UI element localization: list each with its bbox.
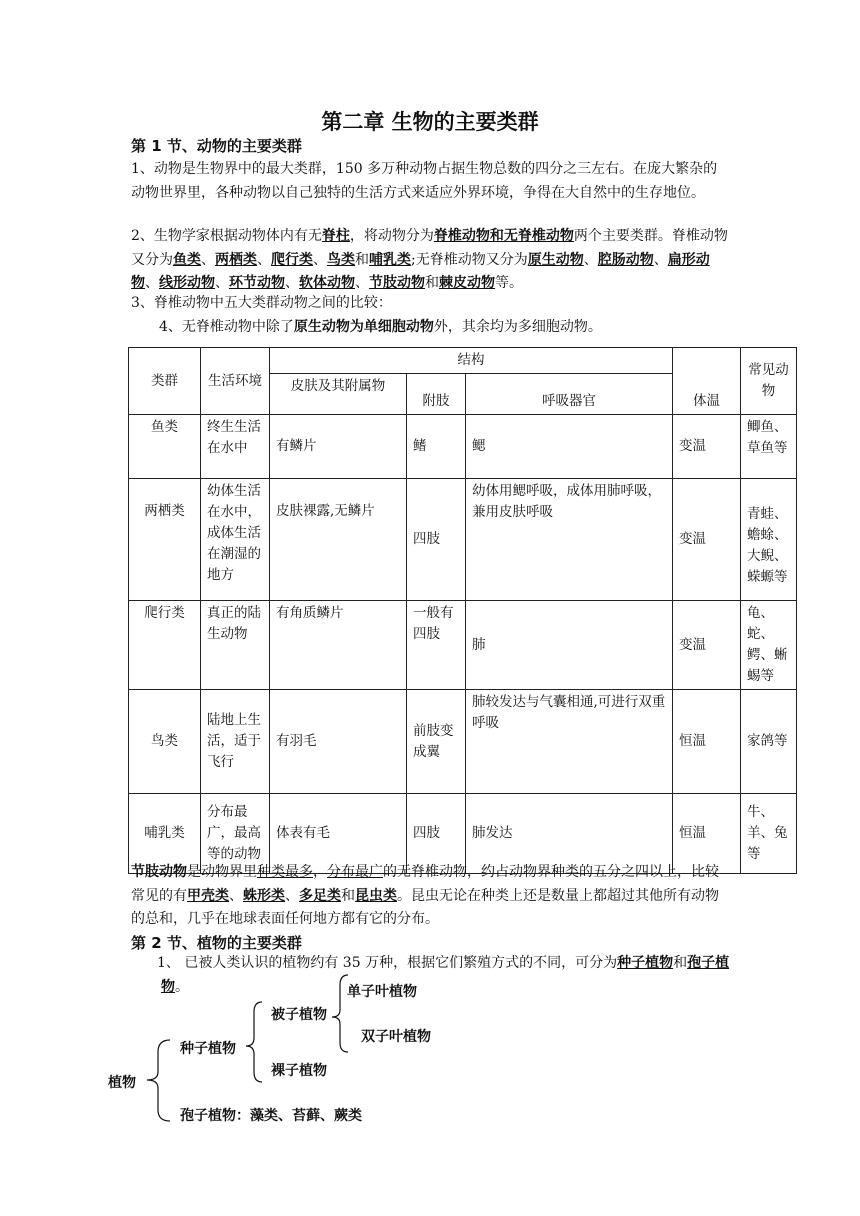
angiosperm-label: 被子植物	[271, 1007, 327, 1023]
cell-skin: 皮肤裸露,无鳞片	[270, 479, 407, 601]
cell-habitat: 陆地上生活，适于飞行	[201, 690, 270, 794]
cell-temperature: 变温	[673, 601, 741, 690]
cell-temperature: 恒温	[673, 690, 741, 794]
section-1-heading: 第 1 节、动物的主要类群	[131, 137, 302, 155]
seed-plant-label: 种子植物	[180, 1041, 236, 1057]
gymnosperm-label: 裸子植物	[271, 1063, 327, 1079]
cell-respiration: 鳃	[466, 415, 673, 479]
paragraph-4: 4、无脊椎动物中除了原生动物为单细胞动物外，其余均为多细胞动物。	[159, 319, 602, 335]
plant-root-label: 植物	[108, 1075, 136, 1091]
cell-habitat: 终生生活在水中	[201, 415, 270, 479]
cell-respiration: 肺	[466, 601, 673, 690]
spore-plant-label: 孢子植物：藻类、苔藓、蕨类	[180, 1108, 362, 1124]
cell-temperature: 变温	[673, 415, 741, 479]
cell-group: 爬行类	[129, 601, 201, 690]
cell-respiration: 幼体用鳃呼吸，成体用肺呼吸，兼用皮肤呼吸	[466, 479, 673, 601]
cell-limbs: 前肢变成翼	[407, 690, 466, 794]
cell-group: 鱼类	[129, 415, 201, 479]
cell-skin: 有羽毛	[270, 690, 407, 794]
cell-skin: 有角质鳞片	[270, 601, 407, 690]
cell-limbs: 鳍	[407, 415, 466, 479]
cell-respiration: 肺较发达与气囊相通,可进行双重呼吸	[466, 690, 673, 794]
header-habitat: 生活环境	[201, 348, 270, 415]
angiosperm-brace	[332, 975, 348, 1052]
cell-habitat: 幼体生活在水中，成体生活在潮湿的地方	[201, 479, 270, 601]
chapter-title: 第二章 生物的主要类群	[321, 110, 539, 134]
header-structure: 结构	[270, 348, 673, 374]
cell-examples: 牛、羊、兔等	[741, 794, 797, 874]
monocot-label: 单子叶植物	[347, 984, 417, 1000]
paragraph-2: 2、生物学家根据动物体内有无脊柱，将动物分为脊椎动物和无脊椎动物两个主要类群。脊椎动物又分为鱼类、两栖类、爬行类、鸟类和哺乳类;无脊椎动物又分为原生动物、腔肠动物、扁形动物、线形动物、环节动物、软体动物、节肢动物和棘皮动物等。	[131, 228, 728, 291]
cell-limbs: 四肢	[407, 479, 466, 601]
cell-skin: 有鳞片	[270, 415, 407, 479]
paragraph-1: 1、动物是生物界中的最大类群，150 多万种动物占据生物总数的四分之三左右。在庞大繁杂的动物世界里，各种动物以自己独特的生活方式来适应外界环境，争得在大自然中的生存地位。	[131, 161, 718, 201]
dicot-label: 双子叶植物	[361, 1029, 431, 1045]
header-limbs: 附肢	[407, 374, 466, 415]
cell-limbs: 一般有四肢	[407, 601, 466, 690]
cell-examples: 鲫鱼、草鱼等	[741, 415, 797, 479]
paragraph-3: 3、脊椎动物中五大类群动物之间的比较：	[131, 295, 392, 311]
cell-skin: 体表有毛	[270, 794, 407, 874]
header-group: 类群	[129, 348, 201, 415]
cell-habitat: 真正的陆生动物	[201, 601, 270, 690]
section-2-heading: 第 2 节、植物的主要类群	[131, 934, 302, 952]
paragraph-5: 节肢动物是动物界里种类最多，分布最广的无脊椎动物，约占动物界种类的五分之四以上，比较常见的有甲壳类、蛛形类、多足类和昆虫类。昆虫无论在种类上还是数量上都超过其他所有动物的总和，几乎在地球表面任何地方都有它的分布。	[131, 864, 719, 927]
cell-respiration: 肺发达	[466, 794, 673, 874]
cell-temperature: 恒温	[673, 794, 741, 874]
header-temperature: 体温	[673, 348, 741, 415]
cell-examples: 家鸽等	[741, 690, 797, 794]
plant-root-brace	[147, 1040, 170, 1121]
cell-habitat: 分布最广，最高等的动物	[201, 794, 270, 874]
cell-group: 哺乳类	[129, 794, 201, 874]
header-skin: 皮肤及其附属物	[270, 374, 407, 415]
cell-group: 两栖类	[129, 479, 201, 601]
cell-temperature: 变温	[673, 479, 741, 601]
seed-plant-brace	[246, 1002, 262, 1082]
cell-examples: 龟、蛇、鳄、蜥蜴等	[741, 601, 797, 690]
cell-group: 鸟类	[129, 690, 201, 794]
header-examples: 常见动物	[741, 348, 797, 415]
paragraph-plants: 1、 已被人类认识的植物约有 35 万种，根据它们繁殖方式的不同，可分为种子植物和孢子植物。	[157, 955, 730, 995]
cell-examples: 青蛙、蟾蜍、大鲵、蝾螈等	[741, 479, 797, 601]
cell-limbs: 四肢	[407, 794, 466, 874]
header-respiration: 呼吸器官	[466, 374, 673, 415]
